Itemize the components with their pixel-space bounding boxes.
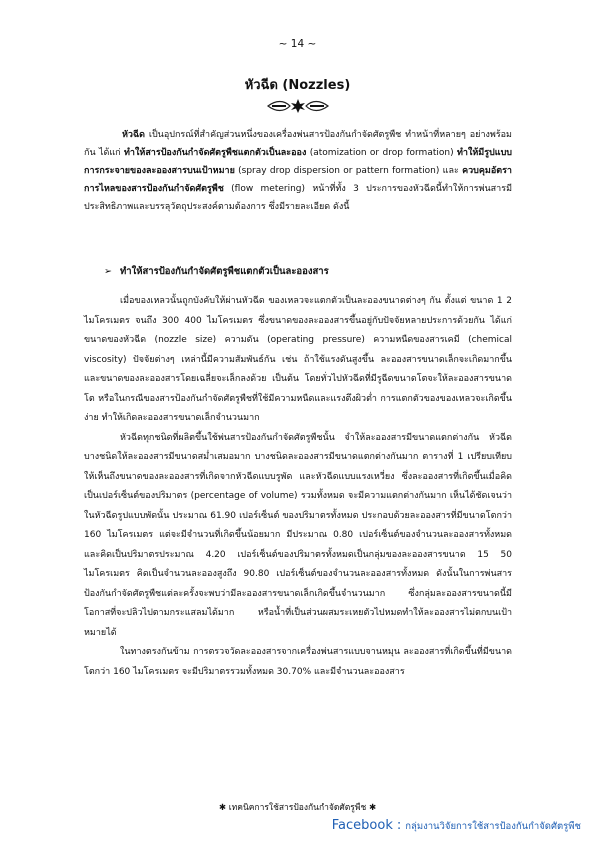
intro-term: หัวฉีด [122, 130, 145, 140]
intro-text-1: เป็นอุปกรณ์ที่สำคัญส่วนหนึ่งของเครื่องพ่นสารป้องกันกำจัดศัตรูพืช ทำหน้าที่หลายๆ อย่างพร้อมกัน ได้แก่ [84, 130, 512, 158]
section-heading [104, 264, 504, 280]
facebook-group-name[interactable]: กลุ่มงานวิจัยการใช้สารป้องกันกำจัดศัตรูพืช [405, 821, 581, 832]
intro-text-4: (flow metering) หน้าที่ทั้ง 3 ประการของหัวฉีดนี้ทำให้การพ่นสารมีประสิทธิภาพและบรรลุวัตถุประสงค์ตามต้องการ ซึ่งมีรายละเอียด ดังนี้ [84, 184, 512, 212]
page-footer: ✱ เทคนิคการใช้สารป้องกันกำจัดศัตรูพืช ✱ [218, 803, 377, 813]
intro-text-2: (atomization or drop formation) [306, 148, 457, 158]
intro-text-3: (spray drop dispersion or pattern formation) และ [234, 166, 463, 176]
paragraph: เมื่อของเหลวนั้นถูกบังคับให้ผ่านหัวฉีด ของเหลวจะแตกตัวเป็นละอองขนาดต่างๆ กัน ตั้งแต่ ขนาด 1 2 ไมโครเมตร จนถึง 300 400 ไมโครเมตร ซึ่งขนาดของละอองสารขึ้นอยู่กับปัจจัยหลายประการด้วยกัน ได้แก่ ขนาดของหัวฉีด (nozzle size) ความดัน (operating pressure) ความหนืดของสารเคมี (chemical viscosity) ปัจจัยต่างๆ เหล่านี้มีความสัมพันธ์กัน เช่น ถ้าใช้แรงดันสูงขึ้น ละอองสารขนาดเล็กจะเกิดมากขึ้น และขนาดของละอองสารโดยเฉลี่ยจะเล็กลงด้วย เป็นต้น โดยทั่วไปหัวฉีดที่มีรูฉีดขนาดโตจะให้ละอองสารขนาดโต หรือในกรณีของสารป้องกันกำจัดศัตรูพืชที่ใช้มีความหนืดและแรงตึงผิวต่ำ การแตกตัวของของเหลวจะเกิดขึ้นง่าย ทำให้เกิดละอองสารขนาดเล็กจำนวนมาก [84, 296, 512, 423]
facebook-separator: : [396, 818, 402, 833]
section-heading-text: ทำให้สารป้องกันกำจัดศัตรูพืชแตกตัวเป็นละอองสาร [120, 266, 329, 277]
intro-bold-2: ทำให้มีรูปแบบการกระจายของละอองสารบนเป้าหมาย [84, 148, 512, 176]
page-number: ~ 14 ~ [278, 38, 317, 50]
intro-bold-3: ควบคุมอัตราการไหลของสารป้องกันกำจัดศัตรูพืช [84, 166, 512, 194]
page-title: หัวฉีด (Nozzles) [244, 78, 351, 93]
facebook-label[interactable]: Facebook [331, 818, 393, 833]
facebook-credit[interactable] [332, 818, 581, 834]
ornament-divider-icon [266, 99, 330, 113]
paragraph: หัวฉีดทุกชนิดที่ผลิตขึ้นใช้พ่นสารป้องกันกำจัดศัตรูพืชนั้น จำให้ละอองสารมีขนาดแตกต่างกัน หัวฉีดบางชนิดให้ละอองสารมีขนาดสม่ำเสมอมาก บางชนิดละอองสารมีขนาดแตกต่างกันมาก ตารางที่ 1 เปรียบเทียบให้เห็นถึงขนาดของละอองสารที่เกิดจากหัวฉีดแบบรูพัด และหัวฉีดแบบแรงเหวี่ยง ซึ่งละอองสารที่เกิดขึ้นเมื่อคิดเป็นเปอร์เซ็นต์ของปริมาตร (percentage of volume) รวมทั้งหมด จะมีความแตกต่างกันมาก เห็นได้ชัดเจนว่า ในหัวฉีดรูปแบบพัดนั้น ประมาณ 61.90 เปอร์เซ็นต์ ของปริมาตรทั้งหมด ประกอบด้วยละอองสารที่มีขนาดโตกว่า 160 ไมโครเมตร แต่จะมีจำนวนที่เกิดขึ้นน้อยมาก มีประมาณ 0.80 เปอร์เซ็นต์ของจำนวนละอองสารทั้งหมด และคิดเป็นปริมาตรประมาณ 4.20 เปอร์เซ็นต์ของปริมาตรทั้งหมดเป็นกลุ่มของละอองสารขนาด 15 50 ไมโครเมตร คิดเป็นจำนวนละอองสูงถึง 90.80 เปอร์เซ็นต์ของจำนวนละอองสารทั้งหมด ดังนั้นในการพ่นสารป้องกันกำจัดศัตรูพืชแต่ละครั้งจะพบว่ามีละอองสารขนาดเล็กเกิดขึ้นจำนวนมาก ซึ่งกลุ่มละอองสารขนาดนี้มีโอกาสที่จะปลิวไปตามกระแสลมได้มาก หรือน้ำที่เป็นส่วนผสมระเหยตัวไปหมดทำให้ละอองสารไม่ตกบนเป้าหมายได้ [84, 432, 512, 638]
arrow-bullet-icon: ➢ [104, 266, 112, 277]
paragraph: ในทางตรงกันข้าม การตรวจวัดละอองสารจากเครื่องพ่นสารแบบจานหมุน ละอองสารที่เกิดขึ้นที่มีขนาดโตกว่า 160 ไมโครเมตร จะมีปริมาตรรวมทั้งหมด 30.70% และมีจำนวนละอองสาร [84, 647, 512, 677]
body-text [84, 292, 512, 682]
intro-bold-1: ทำให้สารป้องกันกำจัดศัตรูพืชแตกตัวเป็นละออง [124, 148, 307, 158]
intro-paragraph [84, 126, 512, 216]
